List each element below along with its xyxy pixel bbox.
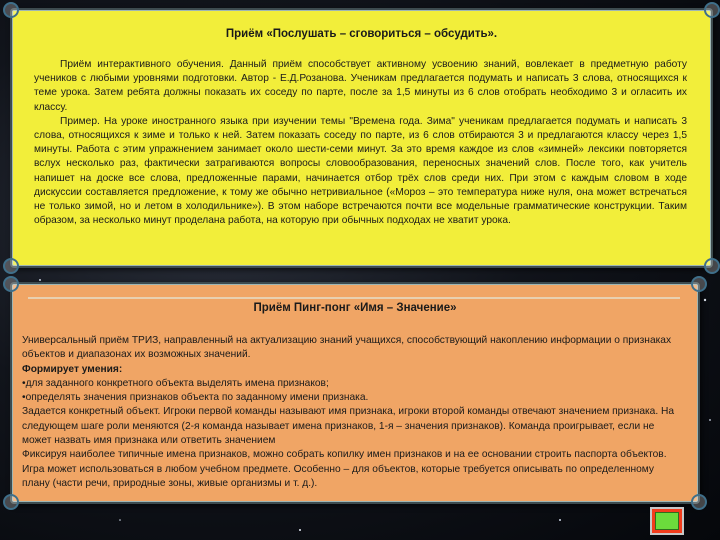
bullet-item: •для заданного конкретного объекта выделять имена признаков;	[22, 377, 329, 389]
text-line-heading: Формирует умения:	[22, 363, 123, 375]
scroll-curl-icon	[691, 494, 707, 510]
button-face-icon	[655, 512, 679, 530]
text-line: Задается конкретный объект. Игроки первой команды называют имя признака, игроки второй команды отвечают значением признака. На следующем шаге роли меняются (2-я команда называет имена признаков, 1-я – значения признаков). Команда проигрывает, если не может назвать имя признака или ответить значением	[22, 406, 675, 447]
scroll-curl-icon	[704, 2, 720, 18]
scroll-curl-icon	[3, 494, 19, 510]
divider	[28, 297, 680, 299]
panel-body-text	[34, 58, 687, 228]
slide-panel-orange	[10, 282, 700, 504]
scroll-curl-icon	[704, 258, 720, 274]
paragraph: Пример. На уроке иностранного языка при изучении темы "Времена года. Зима" ученикам предлагается подумать и написать 3 слова, относящихся к зиме и только к ней. Затем показать соседу по парте, из 6 слов отбираются 3 и предлагаются классу через 1,5 минуты. Работа с этим упражнением занимает около шести-семи минут. За это время каждое из слов «зимней» лексики повторяется вслух несколько раз, фактически затрагиваются вопросы словообразования, переносных значений слов. После того, как учитель напишет на доске все слова, предложенные парами, начинается отбор трёх слов среди них. При этом с каждым словом в ходе дискуссии составляется предложение, к тому же обычно нетривиальное («Мороз – это температура ниже нуля, она может встречаться не только зимой, но и летом в холодильнике»). В этом наборе встречаются почти все модельные грамматические конструкции. Таким образом, за несколько минут проделана работа, на которую при обычных подходах не хватит урока.	[34, 115, 687, 227]
slide-panel-yellow	[10, 8, 713, 268]
text-line: Универсальный приём ТРИЗ, направленный на актуализацию знаний учащихся, способствующий накоплению информации о признаках объектов и диапазонах их возможных значений.	[22, 335, 672, 361]
next-slide-button[interactable]	[650, 507, 684, 535]
scroll-curl-icon	[3, 258, 19, 274]
panel-title: Приём «Послушать – сговориться – обсудить».	[225, 28, 498, 40]
scroll-curl-icon	[691, 276, 707, 292]
panel-title: Приём Пинг-понг «Имя – Значение»	[253, 302, 457, 314]
bullet-item: •определять значения признаков объекта по заданному имени признака.	[22, 392, 369, 404]
text-line: Фиксируя наиболее типичные имена признаков, можно собрать копилку имен признаков и на ее основании строить паспорта объектов. Игра может использоваться в любом учебном предмете. Особенно – для объектов, которые требуется описывать по определенному плану (части речи, природные зоны, живые организмы и т. д.).	[22, 449, 667, 489]
scroll-curl-icon	[3, 276, 19, 292]
panel-body-text	[22, 334, 682, 491]
scroll-curl-icon	[3, 2, 19, 18]
paragraph: Приём интерактивного обучения. Данный приём способствует активному усвоению знаний, вовлекает в предметную работу учеников с любыми уровнями подготовки. Автор - Е.Д.Розанова. Ученикам предлагается подумать и написать 3 слова, относящихся к теме урока. Затем ребята должны показать их соседу по парте, после за 1,5 минуты из 6 слов отобрать необходимо 3 и огласить их классу.	[34, 59, 687, 113]
